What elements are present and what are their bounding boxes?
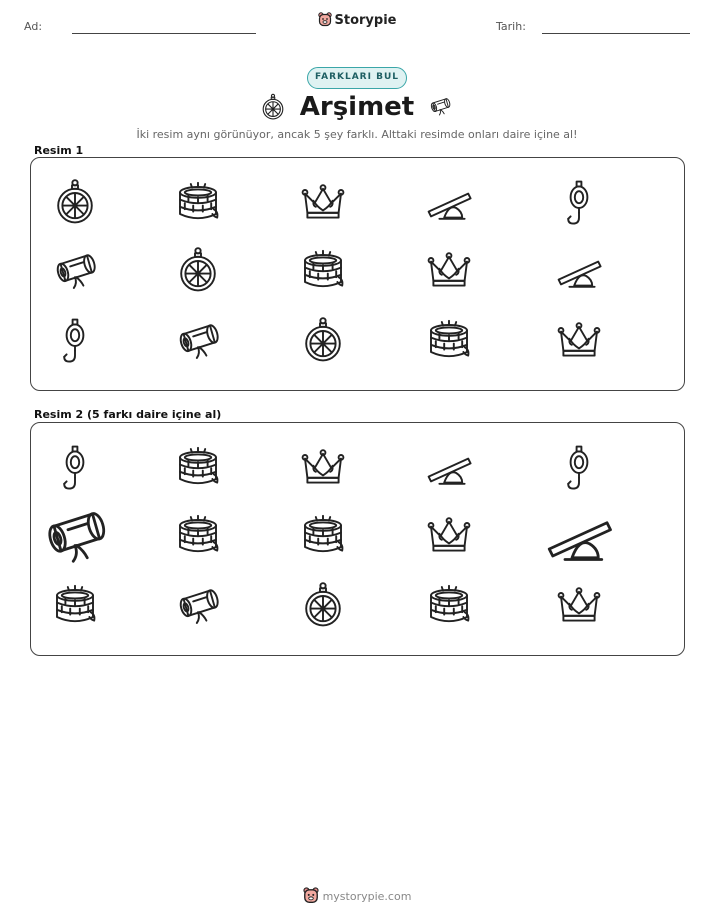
picture-2-panel[interactable] <box>30 422 685 656</box>
scroll-icon <box>424 94 456 118</box>
compass-icon <box>299 316 347 364</box>
bear-mascot-icon <box>303 887 319 907</box>
well-icon[interactable] <box>51 581 99 629</box>
footer-url[interactable]: mystorypie.com <box>322 890 412 903</box>
crown-icon <box>425 246 473 294</box>
picture-2-label: Resim 2 (5 farkı daire içine al) <box>34 408 222 421</box>
well-icon[interactable] <box>174 443 222 491</box>
crown-icon[interactable] <box>299 443 347 491</box>
well-icon[interactable] <box>425 581 473 629</box>
name-field-line[interactable] <box>72 33 256 34</box>
footer <box>0 887 714 907</box>
crown-icon <box>555 316 603 364</box>
lever-icon[interactable] <box>425 443 473 491</box>
lever-icon[interactable] <box>544 500 614 570</box>
pulley-hook-icon[interactable] <box>51 443 99 491</box>
brand-name: Storypie <box>334 13 397 28</box>
compass-icon[interactable] <box>299 581 347 629</box>
crown-icon <box>299 178 347 226</box>
date-field-line[interactable] <box>542 33 690 34</box>
date-label: Tarih: <box>496 20 526 33</box>
pulley-hook-icon <box>555 178 603 226</box>
picture-1-label: Resim 1 <box>34 144 84 157</box>
pulley-hook-icon <box>51 316 99 364</box>
well-icon[interactable] <box>174 511 222 559</box>
scroll-icon[interactable] <box>174 581 222 629</box>
lever-icon <box>555 246 603 294</box>
crown-icon[interactable] <box>425 511 473 559</box>
scroll-icon[interactable] <box>40 500 110 570</box>
compass-icon <box>174 246 222 294</box>
well-icon <box>174 178 222 226</box>
bear-mascot-icon <box>318 12 332 31</box>
well-icon[interactable] <box>299 511 347 559</box>
activity-badge: FARKLARI BUL <box>307 67 407 89</box>
page-title: Arşimet <box>299 92 415 122</box>
well-icon <box>299 246 347 294</box>
pulley-hook-icon[interactable] <box>555 443 603 491</box>
brand-logo <box>0 12 714 31</box>
compass-icon <box>51 178 99 226</box>
scroll-icon <box>51 246 99 294</box>
picture-1-panel <box>30 157 685 391</box>
name-label: Ad: <box>24 20 43 33</box>
well-icon <box>425 316 473 364</box>
crown-icon[interactable] <box>555 581 603 629</box>
instructions: İki resim aynı görünüyor, ancak 5 şey farklı. Alttaki resimde onları daire içine al! <box>136 128 578 141</box>
scroll-icon <box>174 316 222 364</box>
lever-icon <box>425 178 473 226</box>
